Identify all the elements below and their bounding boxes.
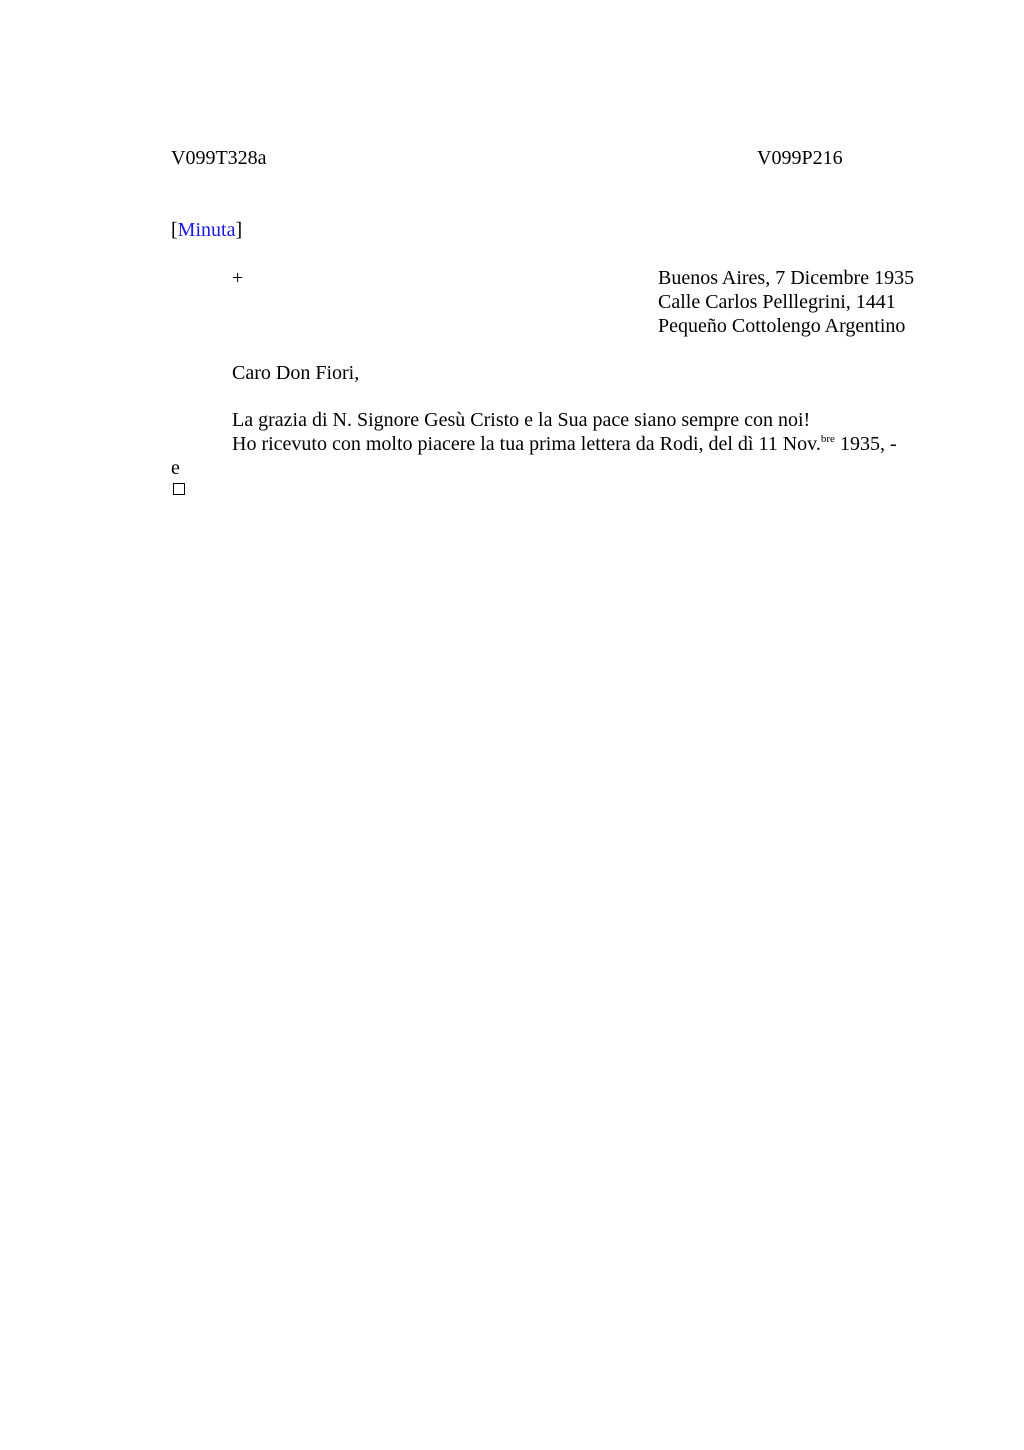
document-code-right: V099P216 <box>757 147 843 169</box>
minuta-link[interactable]: Minuta <box>177 219 236 241</box>
address-line-city-date: Buenos Aires, 7 Dicembre 1935 <box>658 267 915 289</box>
checkbox-square-icon <box>173 483 185 495</box>
address-line-street: Calle Carlos Pelllegrini, 1441 <box>658 291 896 313</box>
cross-symbol: + <box>232 267 244 289</box>
trailing-text: e <box>171 457 180 479</box>
minuta-label <box>171 218 242 242</box>
salutation: Caro Don Fiori, <box>232 362 360 384</box>
address-block <box>658 266 914 338</box>
paragraph-received-year: 1935, - <box>834 433 897 455</box>
paragraph-received-text: Ho ricevuto con molto piacere la tua prima lettera da Rodi, del dì 11 Nov. <box>232 433 821 455</box>
paragraph-greeting: La grazia di N. Signore Gesù Cristo e la Sua pace siano sempre con noi! <box>232 409 811 431</box>
paragraph-received <box>232 432 897 456</box>
document-code-left: V099T328a <box>171 147 267 169</box>
superscript-bre: bre <box>820 433 835 445</box>
address-line-institution: Pequeño Cottolengo Argentino <box>658 315 906 337</box>
bracket-open: [ <box>171 219 178 241</box>
bracket-close: ] <box>235 219 243 241</box>
